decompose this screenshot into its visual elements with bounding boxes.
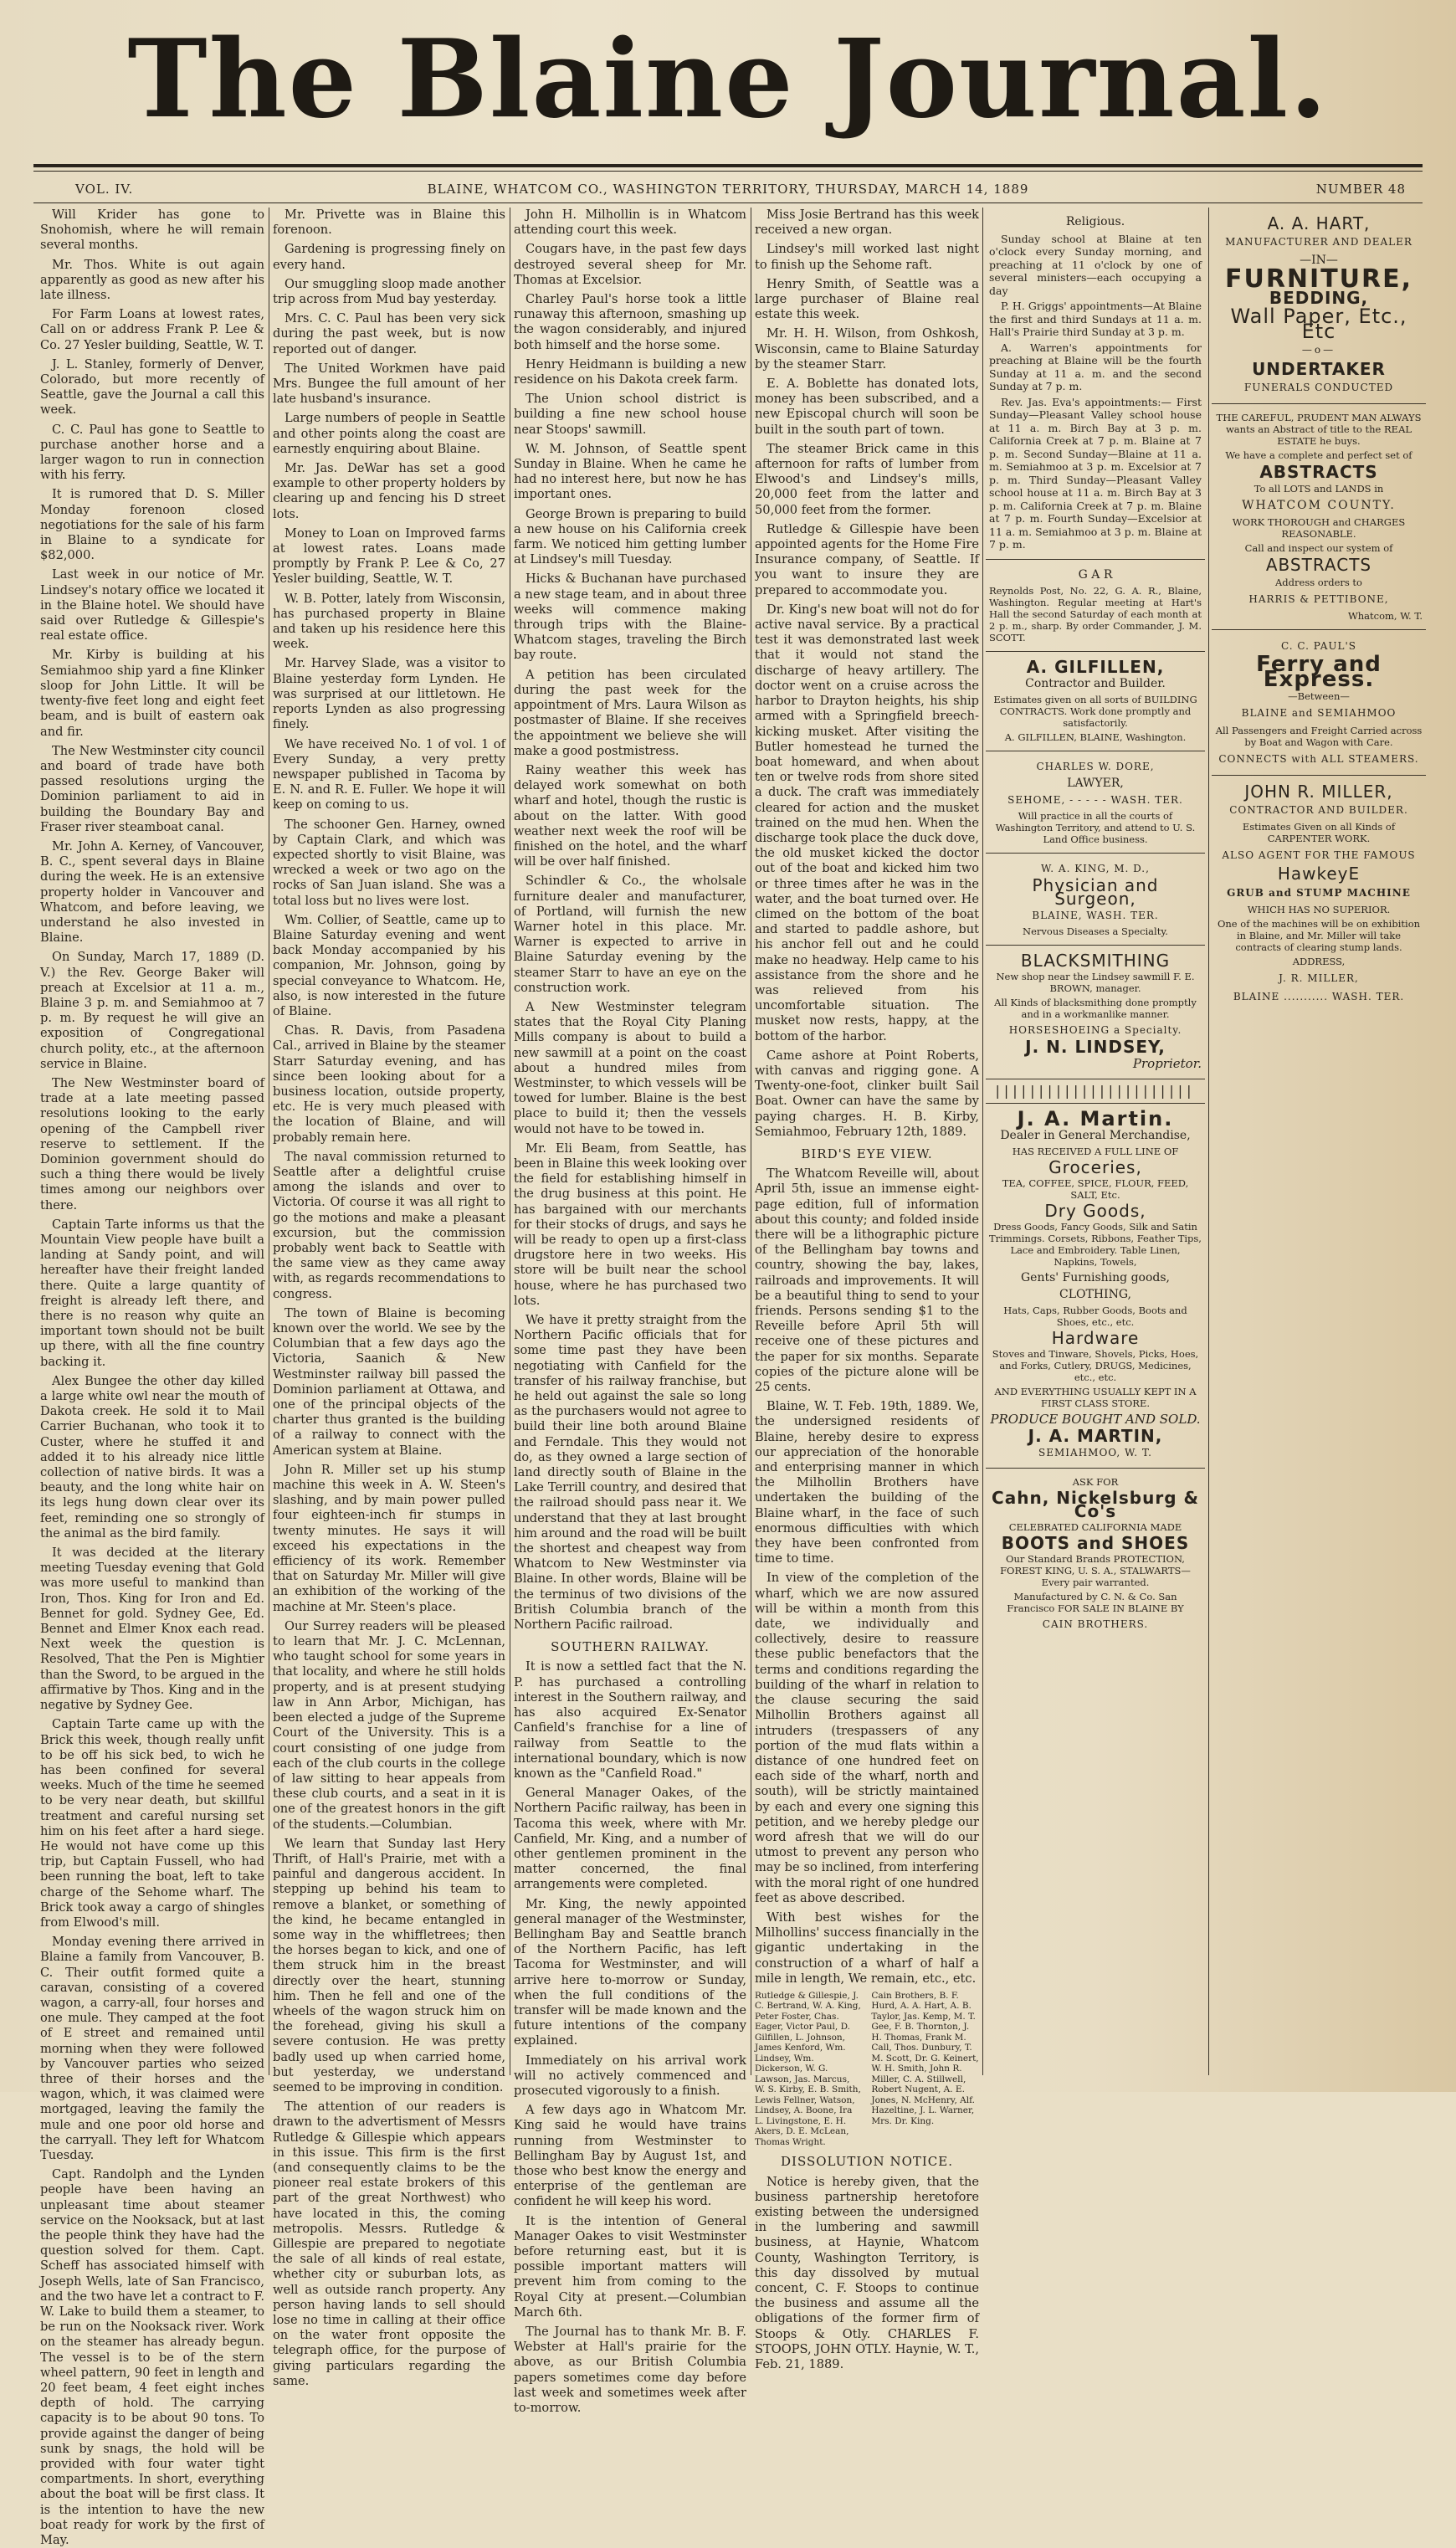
news-item: W. M. Johnson, of Seattle spent Sunday in Blaine. When he came he had no interest here, but now he has important ones. (514, 441, 746, 502)
hart-ad (1212, 208, 1426, 404)
section-heading-southern-railway: SOUTHERN RAILWAY. (551, 1639, 710, 1655)
superior-line: WHICH HAS NO SUPERIOR. (1247, 903, 1391, 915)
martin-sig: J. A. MARTIN, (1028, 1425, 1163, 1446)
news-item: Alex Bungee the other day killed a large white owl near the mouth of Dakota creek. He sold it to Mail Carrier Buchanan, who took it to Custer, where he stuffed it and added it to his already nice little collection of native birds. It was a beauty, and the long white hair on its legs hung down clear over its feet, reminding one so strongly of the animal as the bird family. (40, 1373, 264, 1541)
news-item: J. L. Stanley, formerly of Denver, Colorado, but more recently of Seattle, gave the Journal a call this week. (40, 356, 264, 418)
news-item: The Union school district is building a fine new school house near Stoops' sawmill. (514, 392, 746, 437)
news-item: Came ashore at Point Roberts, with canvas and rigging gone. A Twenty-one-foot, clinker built Sail Boat. Owner can have the same by paying charges. H. B. Kirby, Semiahmoo, February 12th, 1889. (755, 1048, 979, 1139)
king-title: Physician and Surgeon, (1032, 874, 1159, 909)
news-item: Notice is hereby given, that the business partnership heretofore existing between the undersigned in the lumbering and sawmill business, at Haynie, Whatcom County, Washington Territory, is this day dissolved by mutual concent, C. F. Stoops to continue the business and assume all the obligations of the former firm of Stoops & Otly. CHARLES F. STOOPS, JOHN OTLY. Haynie, W. T., Feb. 21, 1889. (755, 2174, 979, 2372)
news-item: The Journal has to thank Mr. B. F. Webster at Hall's prairie for the above, as our British Columbia papers sometimes come day before last week and sometimes week after to-morrow. (514, 2325, 746, 2416)
news-item: Monday evening there arrived in Blaine a family from Vancouver, B. C. Their outfit formed quite a caravan, consisting of a covered wagon, a carry-all, four horses and one mule. They camped at the foot of E street and remained until morning when they were followed by Vancouver parties who seized three of their horses and the wagon, which, it was claimed were mortgaged, leaving the family the mule and one poor old horse and the carryall. They left for Whatcom Tuesday. (40, 1935, 264, 2162)
address-label: ADDRESS, (1292, 955, 1346, 967)
news-item: The Whatcom Reveille will, about April 5th, issue an immense eight-page edition, full of information about this county; and folded inside there will be a lithographic picture of the Bellingham bay towns and country, showing the bay, lakes, railroads and improvements. It will be a beautiful thing to send to your friends. Persons sending $1 to the Reveille before April 5th will receive one of these pictures and the paper for six months. Separate copies of the picture alone will be 25 cents. (755, 1166, 979, 1395)
cain-brothers: CAIN BROTHERS. (1042, 1617, 1149, 1630)
religious-item: Rev. Jas. Eva's appointments:— First Sunday—Pleasant Valley school house at 11 a. m. Birch Bay at 3 p. m. California Creek at 7 p. m. Blaine at 7 p. m. Second Sunday—Blaine at 11 a. m. Semiahmoo at 3 p. m. Excelsior at 7 p. m. Third Sunday—Pleasant Valley school house at 11 a. m. Birch Bay at 3 p. m. California Creek at 7 p. m. Blaine at 7 p. m. Fourth Sunday—Excelsior at 11 a. m. Semiahmoo at 3 p. m. Blaine at 7 p. m. (989, 395, 1202, 551)
news-item: The New Westminster city council and board of trade have both passed resolutions urging the Dominion parliament to aid in building the Boundary Bay and Fraser river steamboat canal. (40, 743, 264, 834)
column-3 (514, 208, 746, 2416)
news-item: Mr. Jas. DeWar has set a good example to other property holders by clearing up and fencing his D street lots. (273, 461, 505, 521)
wallpaper: Wall Paper, Etc., Etc (1230, 305, 1407, 344)
blacksmith-text: New shop near the Lindsey sawmill F. E. BROWN, manager. (996, 970, 1195, 994)
news-item: On Sunday, March 17, 1889 (D. V.) the Rev. George Baker will preach at Excelsior at 11 a. m., Blaine 3 p. m. and Semiahmoo at 7 p. m. By request he will give an exposition of Congregational church polity, etc., at the afternoon service in Blaine. (40, 950, 264, 1071)
hawkeye: HawkeyE (1277, 864, 1361, 884)
news-item: We learn that Sunday last Hery Thrift, of Hall's Prairie, met with a painful and dangerous accident. In stepping up behind his team to remove a blanket, or something of the kind, he became entangled in some way in the whiffletrees; then the horses began to kick, and one of them struck him in the breast directly over the heart, stunning him. Then he fell and one of the wheels of the wagon struck him on the forehead, giving his skull a severe contusion. He was pretty badly used up when carried home, but yesterday, we understand seemed to be improving in condition. (273, 1836, 505, 2094)
dore-title: LAWYER, (1067, 776, 1124, 790)
tea-line: TEA, COFFEE, SPICE, FLOUR, FEED, SALT, Etc. (1002, 1177, 1189, 1201)
news-item: Chas. R. Davis, from Pasadena Cal., arrived in Blaine by the steamer Starr Saturday evening, and has since been looking about for a business location, outside property, etc. He is very much pleased with the location of Blaine, and will probably remain here. (273, 1023, 505, 1145)
news-item: Immediately on his arrival work will no actively commenced and prosecuted vigorously to a finish. (514, 2053, 746, 2098)
miller-name: JOHN R. MILLER, (1244, 781, 1393, 802)
cahn-ad (986, 1469, 1205, 1639)
abstracts-title: ABSTRACTS (1259, 462, 1378, 483)
gilfillen-name: A. GILFILLEN, (1026, 656, 1165, 677)
news-item: Mr. Privette was in Blaine this forenoon. (273, 208, 505, 238)
lots-line: To all LOTS and LANDS in (1253, 483, 1384, 495)
dateline (33, 177, 1423, 201)
blacksmith-spec: HORSESHOEING a Specialty. (1008, 1023, 1182, 1036)
abstracts-title-2: ABSTRACTS (1265, 555, 1372, 576)
news-item: Henry Heidmann is building a new residence on his Dakota creek farm. (514, 356, 746, 387)
blacksmith-title: BLACKSMITHING (1020, 950, 1171, 971)
king-name: W. A. KING, M. D., (1041, 862, 1150, 874)
ornament: —o— (1301, 344, 1336, 356)
news-item: We have received No. 1 of vol. 1 of Every Sunday, a very pretty newspaper published in Tacoma by E. N. and R. E. Fuller. We hope it will keep on coming to us. (273, 736, 505, 813)
religious-title: Religious. (1065, 215, 1125, 228)
dore-place: SEHOME, - - - - - WASH. TER. (1007, 793, 1183, 806)
news-item: The New Westminster board of trade at a late meeting passed resolutions looking to the early opening of the Campbell river reserve to settlement. If the Dominion government should do such a thing there would be lively times among our neighbors over there. (40, 1075, 264, 1212)
news-item: Captain Tarte came up with the Brick this week, though really unfit to be off his sick bed, to wich he has been confined for several weeks. Much of the time he seemed to be very near death, but skillful treatment and careful nursing set him on his feet after a hard siege. He would not have come up this trip, but Captain Fussell, who had been running the boat, left to take charge of the Sehome wharf. The Brick took away a cargo of shingles from Elwood's mill. (40, 1717, 264, 1930)
gilfillen-sig: A. GILFILLEN, BLAINE, Washington. (1004, 731, 1187, 743)
news-item: Mr. John A. Kerney, of Vancouver, B. C., spent several days in Blaine during the week. He is an extensive property holder in Vancouver and Whatcom, and before leaving, we understand he also invested in Blaine. (40, 838, 264, 946)
dry-goods: Dry Goods, (1044, 1200, 1146, 1221)
news-item: It was decided at the literary meeting Tuesday evening that Gold was more useful to mankind than Iron, Thos. King for Iron and Ed. Bennet for gold. Sydney Gee, Ed. Bennet and Elmer Knox each read. Next week the question is Resolved, That the Pen is Mightier than the Sword, to be argued in the affirmative by Thos. King and in the negative by Sydney Gee. (40, 1546, 264, 1713)
signers-left: Rutledge & Gillespie, J. C. Bertrand, W. A. King, Peter Foster, Chas. Eager, Victor Paul, D. Gilfillen, L. Johnson, James Kenford, Wm. Lindsey, Wm. Dickerson, W. G. Lawson, Jas. Marcus, W. S. Kirby, E. B. Smith, Lewis Fellner, Watson, Lindsey, A. Boone, Ira L. Livingstone, E. H. Akers, D. E. McLean, Thomas Wright. (755, 1990, 861, 2147)
column-4 (755, 208, 979, 2372)
hart-name: A. A. HART, (1267, 213, 1371, 233)
news-item: W. B. Potter, lately from Wisconsin, has purchased property in Blaine and taken up his residence here this week. (273, 591, 505, 652)
news-item: The schooner Gen. Harney, owned by Captain Clark, and which was expected shortly to visit Blaine, was wrecked a week or two ago on the rocks of San Juan island. She was a total loss but no lives were lost. (273, 817, 505, 908)
masthead-rule-thin (33, 171, 1423, 172)
undertaker: UNDERTAKER (1252, 358, 1386, 379)
news-item: We have it pretty straight from the Northern Pacific officials that for some time past they have been negotiating with Canfield for the transfer of his railway franchise, but he held out against the sale so long as the purchasers would not agree to build their line both around Blaine and Ferndale. This they would not do, as they owned a large section of land directly south of Blaine in the Lake Terrill country, and desired that the railroad should pass near it. We understand that they at last brought him around and the road will be built the shortest and cheapest way from Whatcom to New Westminster via Blaine. In other words, Blaine will be the terminus of two divisions of the British Columbia branch of the Northern Pacific railroad. (514, 1313, 746, 1633)
gilfillen-text: Estimates given on all sorts of BUILDING CONTRACTS. Work done promptly and satisfactorily. (993, 693, 1197, 729)
news-item: Schindler & Co., the wholsale furniture dealer and manufacturer, of Portland, will furnish the new Warner hotel in this place. Mr. Warner is expected to arrive in Blaine Saturday evening by the steamer Starr to have an eye on the construction work. (514, 874, 746, 995)
masthead-rule-top (33, 164, 1423, 167)
paul-name: C. C. PAUL'S (1280, 639, 1356, 652)
news-item: Gardening is progressing finely on every hand. (273, 242, 505, 272)
dry-goods-text: Dress Goods, Fancy Goods, Silk and Satin Trimmings. Corsets, Ribbons, Feather Tips, Lace and Embroidery. Table Linen, Napkins, Towels, (989, 1220, 1202, 1268)
blacksmith-name: J. N. LINDSEY, (1025, 1036, 1166, 1057)
news-item: George Brown is preparing to build a new house on his California creek farm. We noticed him getting lumber at Lindsey's mill Tuesday. (514, 506, 746, 567)
news-item: For Farm Loans at lowest rates, Call on or address Frank P. Lee & Co. 27 Yesler building, Seattle, W. T. (40, 307, 264, 352)
miller-title: CONTRACTOR AND BUILDER. (1229, 804, 1408, 817)
hart-line: MANUFACTURER AND DEALER (1225, 236, 1412, 249)
news-item: The town of Blaine is becoming known over the world. We see by the Columbian that a few days ago the Victoria, Saanich & New Westminster railway bill passed the Dominion parliament at Ottawa, and one of the principal objects of the charter thus granted is the building of a railway to connect with the American system at Blaine. (273, 1305, 505, 1458)
news-item: The naval commission returned to Seattle after a delightful cruise among the islands and over to Victoria. Of course it was all right to go the motions and make a pleasant excursion, but the commission probably went back to Seattle with the same view as they came away with, as regards recommendations to congress. (273, 1149, 505, 1301)
news-item: It is now a settled fact that the N. P. has purchased a controlling interest in the Southern railway, and has also acquired Ex-Senator Canfield's franchise for a line of railway from Seattle to the international boundary, which is now known as the "Canfield Road." (514, 1659, 746, 1781)
religious-notices (986, 208, 1205, 560)
blacksmith-role: Proprietor. (1132, 1055, 1202, 1071)
usual-line: AND EVERYTHING USUALLY KEPT IN A FIRST CLASS STORE. (994, 1385, 1197, 1409)
groceries: Groceries, (1048, 1156, 1142, 1177)
ferry-title: Ferry and Express. (1256, 652, 1382, 693)
funerals: FUNERALS CONDUCTED (1243, 381, 1394, 393)
column-divider (982, 208, 983, 2075)
hardware-line: Hardware (1051, 1327, 1140, 1348)
furniture: FURNITURE, (1224, 264, 1413, 294)
king-ad (986, 854, 1205, 946)
connects-line: CONNECTS with ALL STEAMERS. (1218, 752, 1419, 765)
news-item: Will Krider has gone to Snohomish, where he will remain several months. (40, 208, 264, 253)
news-item: Captain Tarte informs us that the Mountain View people have built a landing at Sandy point, and will hereafter have their freight landed there. Quite a large quantity of freight is already left there, and there is no reason why quite an important town should not be built up there, with all the fine country backing it. (40, 1217, 264, 1369)
news-item: Dr. King's new boat will not do for active naval service. By a practical test it was demonstrated last week that it would not stand the discharge of heavy artillery. The doctor went on a cruise across the harbor to Drayton heights, his ship armed with a Springfield breech-kicking musket. After visiting the Butler homestead he turned the boat homeward, and when about ten or twelve rods from shore sited a duck. The craft was immediately cleared for action and the musket trained on the mud hen. When the discharge took place the duck dove, the old musket kicked the doctor out of the boat and kicked him two or three times after he was in the water, and the boat turned over. He climed on the bottom of the boat and started to paddle ashore, but his anchor fell out and he could make no headway. Help came to his assistance from the shore and he was relieved from his uncomfortable situation. The musket now rests, happy, at the bottom of the harbor. (755, 602, 979, 1043)
news-item: Mr. Eli Beam, from Seattle, has been in Blaine this week looking over the field for establishing himself in the drug business at this point. He has bargained with our merchants for their stocks of drugs, and says he will be ready to open up a first-class drugstore here in two weeks. His store will be built near the school house, where he has purchased two lots. (514, 1141, 746, 1308)
news-item: E. A. Boblette has donated lots, money has been subscribed, and a new Episcopal church will soon be built in the south part of town. (755, 377, 979, 437)
signers-list (755, 1991, 979, 2148)
produce-line: PRODUCE BOUGHT AND SOLD. (990, 1411, 1201, 1427)
column-divider (1208, 208, 1209, 2075)
blacksmith-text-2: All Kinds of blacksmithing done promptly and in a workmanlike manner. (994, 996, 1197, 1020)
news-item: Mr. Thos. White is out again apparently as good as new after his late illness. (40, 257, 264, 303)
news-item: With best wishes for the Milhollins' success financially in the gigantic undertaking in the construction of a wharf of half a mile in length, We remain, etc., etc. (755, 1910, 979, 1986)
news-item: John H. Milhollin is in Whatcom attending court this week. (514, 208, 746, 238)
bedding: BEDDING, (1269, 287, 1369, 308)
religious-item: A. Warren's appointments for preaching at Blaine will be the fourth Sunday at 11 a. m. and the second Sunday at 7 p. m. (989, 341, 1202, 392)
abstracts-ad (1212, 404, 1426, 630)
martin-name: J. A. Martin. (1017, 1106, 1174, 1130)
dore-text: Will practice in all the courts of Washington Territory, and attend to U. S. Land Office business. (995, 809, 1196, 845)
news-item: Lindsey's mill worked last night to finish up the Sehome raft. (755, 242, 979, 272)
careful-line: THE CAREFUL, PRUDENT MAN ALWAYS wants an Abstract of title to the REAL ESTATE he buys. (1216, 412, 1422, 448)
miller-text: Estimates Given on all Kinds of CARPENTER WORK. (1242, 821, 1396, 845)
news-item: Mrs. C. C. Paul has been very sick during the past week, but is now reported out of danger. (273, 311, 505, 356)
exhibition-line: One of the machines will be on exhibition in Blaine, and Mr. Miller will take contracts of clearing stump lands. (1217, 917, 1421, 953)
boots-shoes: BOOTS and SHOES (1001, 1532, 1190, 1553)
work-line: WORK THOROUGH and CHARGES REASONABLE. (1232, 516, 1406, 541)
column-6-ads (1212, 208, 1426, 2075)
news-item: It is rumored that D. S. Miller Monday forenoon closed negotiations for the sale of his farm in Blaine to a syndicate for $82,000. (40, 487, 264, 563)
hart-in: —IN— (1300, 254, 1338, 268)
news-item: The steamer Brick came in this afternoon for rafts of lumber from Elwood's and Lindsey's mills, 20,000 feet from the latter and 50,000 feet from the former. (755, 441, 979, 517)
askfor: ASK FOR (1072, 1475, 1119, 1488)
issue-number: NUMBER 48 (1315, 182, 1406, 197)
religious-item: Sunday school at Blaine at ten o'clock every Sunday morning, and preaching at 11 o'clock by one of several ministers—each occupying a day (989, 232, 1202, 297)
king-place: BLAINE, WASH. TER. (1032, 909, 1159, 921)
brands: Our Standard Brands PROTECTION, FOREST KING, U. S. A., STALWARTS—Every pair warranted. (1000, 1552, 1191, 1588)
news-item: Mr. King, the newly appointed general manager of the Westminster, Bellingham Bay and Seattle branch of the Northern Pacific, has left Tacoma for Westminster, and will arrive here to-morrow or Sunday, when the full conditions of the transfer will be made known and the future intentions of the company explained. (514, 1896, 746, 2048)
news-item: Henry Smith, of Seattle was a large purchaser of Blaine real estate this week. (755, 276, 979, 322)
harris-pettibone: HARRIS & PETTIBONE, (1248, 592, 1389, 605)
news-item: A New Westminster telegram states that the Royal City Planing Mills company is about to build a new sawmill at a point on the coast about a hundred miles from Westminster, to which vessels will be towed for lumber. Blaine is the best place to build it; then the vessels would not have to be towed in. (514, 999, 746, 1136)
clothing-line: CLOTHING, (1059, 1287, 1131, 1301)
dore-ad (986, 751, 1205, 854)
news-item: Rainy weather this week has delayed work somewhat on both wharf and hotel, though the rustic is about on the latter. With good weather next week the roof will be finished on the hotel, and the wharf will be over half finished. (514, 762, 746, 869)
miller-ad (1212, 776, 1426, 1013)
news-item: Our Surrey readers will be pleased to learn that Mr. J. C. McLennan, who taught school for some years in that locality, and where he still holds property, and is at present studying law in Ann Arbor, Michigan, has been elected a judge of the Supreme Court of the University. This is a court consisting of one judge from each of the club courts in the college of law sitting to hear appeals from these club courts, and a seat in it is one of the greatest honors in the gift of the students.—Columbian. (273, 1618, 505, 1832)
manufactured: Manufactured by C. N. & Co. San Francisco FOR SALE IN BLAINE BY (1007, 1590, 1184, 1614)
news-item: Rutledge & Gillespie have been appointed agents for the Home Fire Insurance company, of Seattle. If you want to insure they are prepared to accommodate you. (755, 521, 979, 597)
ferry-ad (1212, 630, 1426, 776)
news-item: Charley Paul's horse took a little runaway this afternoon, smashing up the wagon considerably, and injured both himself and the horse some. (514, 292, 746, 352)
news-item: The United Workmen have paid Mrs. Bungee the full amount of her late husband's insurance. (273, 361, 505, 407)
news-item: Mr. H. H. Wilson, from Oshkosh, Wisconsin, came to Blaine Saturday by the steamer Starr. (755, 326, 979, 372)
news-item: The attention of our readers is drawn to the advertisment of Messrs Rutledge & Gillespie which appears in this issue. This firm is the first (and consequently claims to be the pioneer real estate brokers of this part of the great Northwest) who have located in this, the coming metropolis. Messrs. Rutledge & Gillespie are prepared to negotiate the sale of all kinds of real estate, whether city or suburban lots, as well as outside ranch property. Any person having lands to sell should lose no time in calling at their office on the water front opposite the telegraph office, for the purpose of giving particulars regarding the same. (273, 2099, 505, 2388)
martin-sub: Dealer in General Merchandise, (1000, 1128, 1191, 1142)
news-item: General Manager Oakes, of the Northern Pacific railway, has been in Tacoma this week, where with Mr. Canfield, Mr. King, and a number of other gentlemen prominent in the matter concerned, the final arrangements were completed. (514, 1786, 746, 1892)
ornament-divider: ||||||||||||||||||||||| (986, 1079, 1205, 1104)
news-item: It is the intention of General Manager Oakes to visit Westminster before returning east, but it is possible important matters will prevent him from coming to the Royal City at present.—Columbian March 6th. (514, 2213, 746, 2320)
news-item: Large numbers of people in Seattle and other points along the coast are earnestly enquiring about Blaine. (273, 411, 505, 456)
martin-place: SEMIAHMOO, W. T. (1038, 1446, 1152, 1459)
news-item: Hicks & Buchanan have purchased a new stage team, and in about three weeks will commence making through trips with the Blaine-Whatcom stages, traveling the Birch bay route. (514, 572, 746, 663)
news-item: Cougars have, in the past few days destroyed several sheep for Mr. Thomas at Excelsior. (514, 242, 746, 287)
section-heading-birds-eye-view: BIRD'S EYE VIEW. (801, 1146, 933, 1161)
gar-notice (986, 560, 1205, 652)
martin-ad (986, 1104, 1205, 1469)
news-item: Last week in our notice of Mr. Lindsey's notary office we located it in the Blaine hotel. We should have said over Rutledge & Gillespie's real estate office. (40, 567, 264, 643)
agent-line: ALSO AGENT FOR THE FAMOUS (1222, 849, 1416, 862)
hats-line: Hats, Caps, Rubber Goods, Boots and Shoes, etc., etc. (1003, 1304, 1187, 1328)
news-item: Money to Loan on Improved farms at lowest rates. Loans made promptly by Frank P. Lee & Co, 27 Yesler building, Seattle, W. T. (273, 525, 505, 587)
gar-text: Reynolds Post, No. 22, G. A. R., Blaine, Washington. Regular meeting at Hart's Hall the second Saturday of each month at 2 p. m., sharp. By order Commander, J. M. SCOTT. (989, 584, 1202, 643)
grub-line: GRUB and STUMP MACHINE (1227, 886, 1411, 899)
between: —Between— (1288, 690, 1350, 703)
news-item: Our smuggling sloop made another trip across from Mud bay yesterday. (273, 276, 505, 307)
news-item: C. C. Paul has gone to Seattle to purchase another horse and a larger wagon to run in connection with his ferry. (40, 422, 264, 483)
inspect-line: Call and inspect our system of (1244, 542, 1393, 555)
celebrated: CELEBRATED CALIFORNIA MADE (1008, 1520, 1182, 1533)
miller-sig: J. R. MILLER, (1279, 972, 1359, 984)
king-note: Nervous Diseases a Specialty. (1023, 925, 1168, 937)
news-item: Miss Josie Bertrand has this week received a new organ. (755, 208, 979, 238)
dore-name: CHARLES W. DORE, (1036, 760, 1155, 772)
cahn-name: Cahn, Nickelsburg & Co's (992, 1487, 1199, 1521)
martin-line: HAS RECEIVED A FULL LINE OF (1012, 1145, 1179, 1157)
section-heading-dissolution-notice: DISSOLUTION NOTICE. (781, 2154, 953, 2170)
gents-line: Gents' Furnishing goods, (1020, 1270, 1171, 1284)
complete-line: We have a complete and perfect set of (1225, 449, 1412, 462)
whatcom-line: Whatcom, W. T. (1347, 609, 1423, 622)
news-item: A few days ago in Whatcom Mr. King said he would have trains running from Westminster to Bellingham Bay by August 1st, and those who best know the energy and enterprise of the gentleman are confident he will keep his word. (514, 2103, 746, 2209)
column-1 (40, 208, 264, 2548)
signers-right: Cain Brothers, B. F. Hurd, A. A. Hart, A. B. Taylor, Jas. Kemp, M. T. Gee, F. B. Thornton, J. H. Thomas, Frank M. Call, Thos. Dunbury, T. M. Scott, Dr. G. Keinert, W. H. Smith, John R. Miller, C. A. Stillwell, Robert Nugent, A. E. Jones, N. McHenry, Alf. Hazeltine, J. L. Warner, Mrs. Dr. King. (871, 1990, 979, 2126)
ferry-route: BLAINE and SEMIAHMOO (1241, 707, 1397, 720)
address-line: Address orders to (1275, 576, 1362, 588)
miller-place: BLAINE ........... WASH. TER. (1233, 991, 1405, 1003)
passengers-line: All Passengers and Freight Carried across by Boat and Wagon with Care. (1215, 724, 1423, 748)
column-5-ads (986, 208, 1205, 2075)
gilfillen-ad (986, 652, 1205, 751)
volume-label: VOL. IV. (75, 182, 134, 197)
news-item: In view of the completion of the wharf, which we are now assured will be within a month from this date, we individually and collectively, desire to reassure these public benefactors that the terms and conditions regarding the building of the wharf in relation to the clause securing the said Milhollin Brothers against all intruders (trespassers of any portion of the mud flats within a distance of one hundred feet on each side of the wharf, north and south), will be strictly maintained by each and every one signing this petition, and we hereby pledge our word afresh that we will do our utmost to prevent any person who may be so inclined, from interfering with the moral right of one hundred feet as above described. (755, 1571, 979, 1905)
blacksmith-ad (986, 946, 1205, 1079)
news-item: Wm. Collier, of Seattle, came up to Blaine Saturday evening and went back Monday accompanied by his companion, Mr. Johnson, going by special conveyance to Whatcom. He, also, is now interested in the future of Blaine. (273, 912, 505, 1018)
gar-title: G A R (1078, 567, 1113, 582)
column-2 (273, 208, 505, 2388)
hardware-text: Stoves and Tinware, Shovels, Picks, Hoes, and Forks, Cutlery, DRUGS, Medicines, etc., etc. (992, 1347, 1199, 1383)
news-item: A petition has been circulated during the past week for the appointment of Mrs. Laura Wilson as postmaster of Blaine. If she receives the appointment we believe she will make a good postmistress. (514, 667, 746, 758)
masthead-title: The Blaine Journal. (127, 17, 1329, 142)
news-item: John R. Miller set up his stump machine this week in A. W. Steen's slashing, and by main power pulled four eighteen-inch fir stumps in twenty minutes. He says it will exceed his expectations in the efficiency of its work. Remember that on Saturday Mr. Miller will give an exhibition of the working of the machine at Mr. Steen's place. (273, 1462, 505, 1614)
gilfillen-sub: Contractor and Builder. (1025, 676, 1166, 690)
news-item: Capt. Randolph and the Lynden people have been having an unpleasant time about steamer service on the Nooksack, but at last the people think they have had the question solved for them. Capt. Scheff has associated himself with Joseph Wells, late of San Francisco, and the two have let a contract to F. W. Lake to build them a steamer, to be run on the Nooksack river. Work on the steamer has already begun. The vessel is to be of the stern wheel pattern, 90 feet in length and 20 feet beam, 4 feet eight inches depth of hold. The carrying capacity is to be about 90 tons. To provide against the danger of being sunk by snags, the hold will be provided with four water tight compartments. In short, everything about the boat will be first class. It is the intention to have the new boat ready for work by the first of May. (40, 2167, 264, 2548)
news-item: Mr. Harvey Slade, was a visitor to Blaine yesterday form Lynden. He was surprised at our littletown. He reports Lynden as also progressing finely. (273, 656, 505, 732)
county-line: WHATCOM COUNTY. (1242, 499, 1396, 513)
religious-item: P. H. Griggs' appointments—At Blaine the first and third Sundays at 11 a. m. Hall's Prairie third Sunday at 3 p. m. (989, 300, 1202, 338)
news-item: Blaine, W. T. Feb. 19th, 1889. We, the undersigned residents of Blaine, hereby desire to express our appreciation of the honorable and enterprising manner in which the Milhollin Brothers have undertaken the building of the Blaine wharf, in the face of such enormous difficulties with which they have been confronted from time to time. (755, 1399, 979, 1566)
news-item: Mr. Kirby is building at his Semiahmoo ship yard a fine Klinker sloop for John Little. It will be twenty-five feet long and eight feet beam, and is built of eastern oak and fir. (40, 648, 264, 739)
place-date: BLAINE, WHATCOM CO., WASHINGTON TERRITORY, THURSDAY, MARCH 14, 1889 (427, 182, 1029, 197)
